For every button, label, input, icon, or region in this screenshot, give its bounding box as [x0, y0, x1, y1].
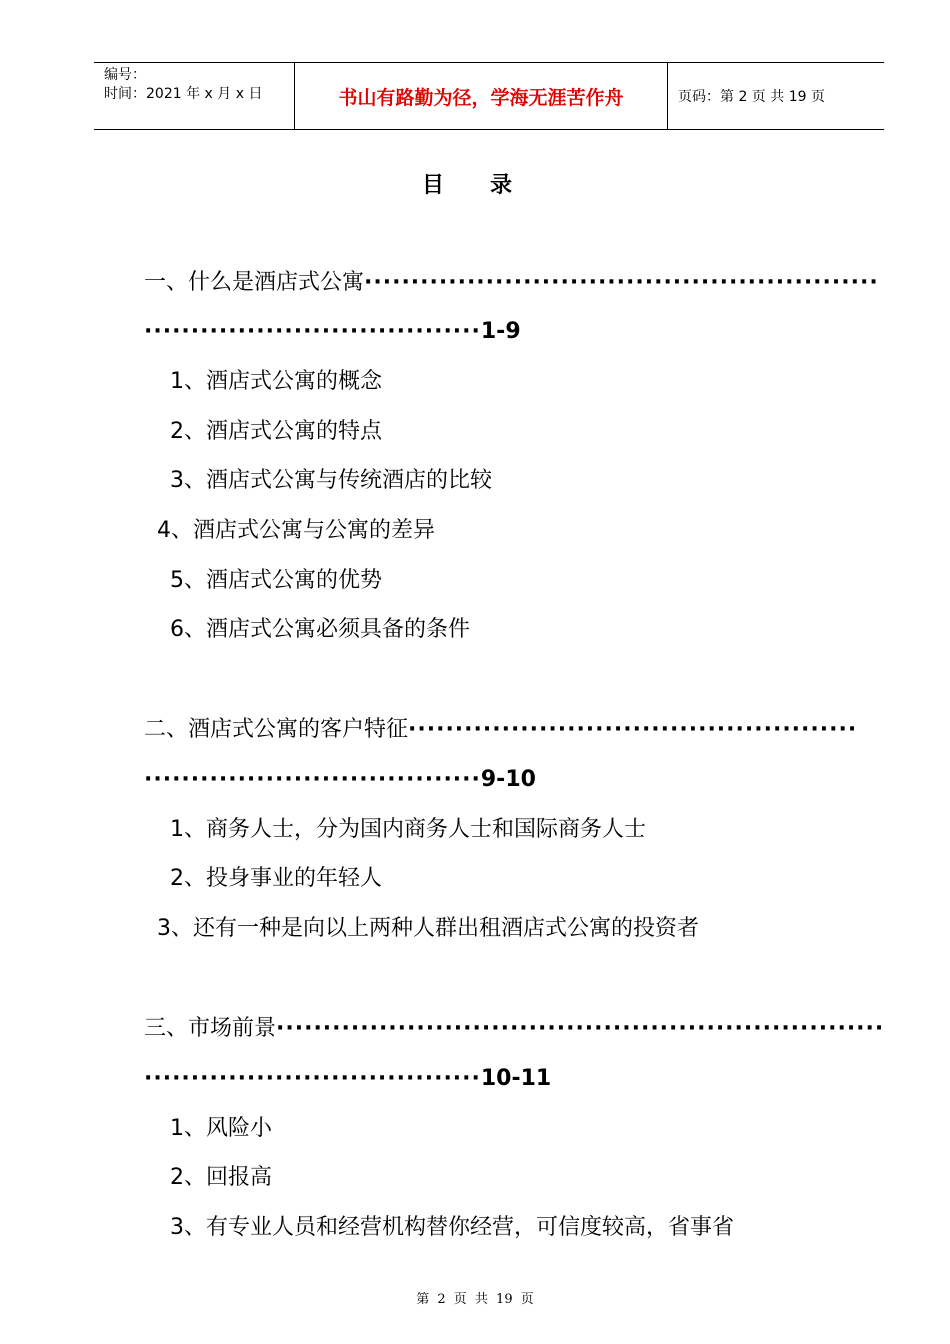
toc-dots: ···································· — [144, 319, 481, 344]
header-page-info: 页码：第 2 页 共 19 页 — [678, 89, 825, 105]
toc-section-2-pages-line — [144, 765, 536, 795]
toc-dots: ···································· — [144, 767, 481, 792]
time-text: 时间：2021 年 x 月 x 日 — [104, 86, 263, 102]
toc-section-3-title: 三、市场前景 — [144, 1016, 277, 1041]
toc-section-3-pages: 10-11 — [480, 1066, 552, 1091]
page-footer: 第 2 页 共 19 页 — [416, 1292, 534, 1307]
toc-dots: ································································· — [276, 1016, 885, 1041]
page-title: 目录 — [421, 173, 558, 198]
toc-item[interactable]: 2、回报高 — [170, 1165, 272, 1190]
toc-section-1-pages-line — [144, 317, 521, 347]
toc-section-2[interactable] — [144, 715, 857, 745]
toc-section-1-title: 一、什么是酒店式公寓 — [144, 270, 365, 295]
toc-item[interactable]: 1、酒店式公寓的概念 — [170, 369, 382, 394]
toc-section-3[interactable] — [144, 1014, 884, 1044]
toc-item[interactable]: 2、酒店式公寓的特点 — [170, 419, 382, 444]
toc-item[interactable]: 1、商务人士，分为国内商务人士和国际商务人士 — [170, 817, 646, 842]
toc-section-1-pages: 1-9 — [480, 319, 521, 344]
toc-item[interactable]: 4、酒店式公寓与公寓的差异 — [157, 518, 435, 543]
toc-item[interactable]: 1、风险小 — [170, 1116, 272, 1141]
page-header — [94, 62, 884, 130]
toc-dots: ······················································· — [364, 270, 879, 295]
serial-label: 编号： — [104, 67, 146, 83]
toc-section-2-title: 二、酒店式公寓的客户特征 — [144, 717, 409, 742]
header-meta — [94, 63, 295, 129]
toc-section-2-pages: 9-10 — [480, 767, 536, 792]
toc-dots: ················································ — [408, 717, 858, 742]
toc-item[interactable]: 5、酒店式公寓的优势 — [170, 568, 382, 593]
toc-item[interactable]: 3、有专业人员和经营机构替你经营，可信度较高，省事省 — [170, 1215, 734, 1240]
toc-section-1[interactable] — [144, 268, 879, 298]
toc-item[interactable]: 3、酒店式公寓与传统酒店的比较 — [170, 468, 492, 493]
toc-dots: ···································· — [144, 1066, 481, 1091]
toc-item[interactable]: 2、投身事业的年轻人 — [170, 866, 382, 891]
toc-item[interactable]: 6、酒店式公寓必须具备的条件 — [170, 617, 470, 642]
toc-section-3-pages-line — [144, 1064, 551, 1094]
toc-item[interactable]: 3、还有一种是向以上两种人群出租酒店式公寓的投资者 — [157, 916, 699, 941]
header-motto: 书山有路勤为径，学海无涯苦作舟 — [295, 63, 668, 129]
